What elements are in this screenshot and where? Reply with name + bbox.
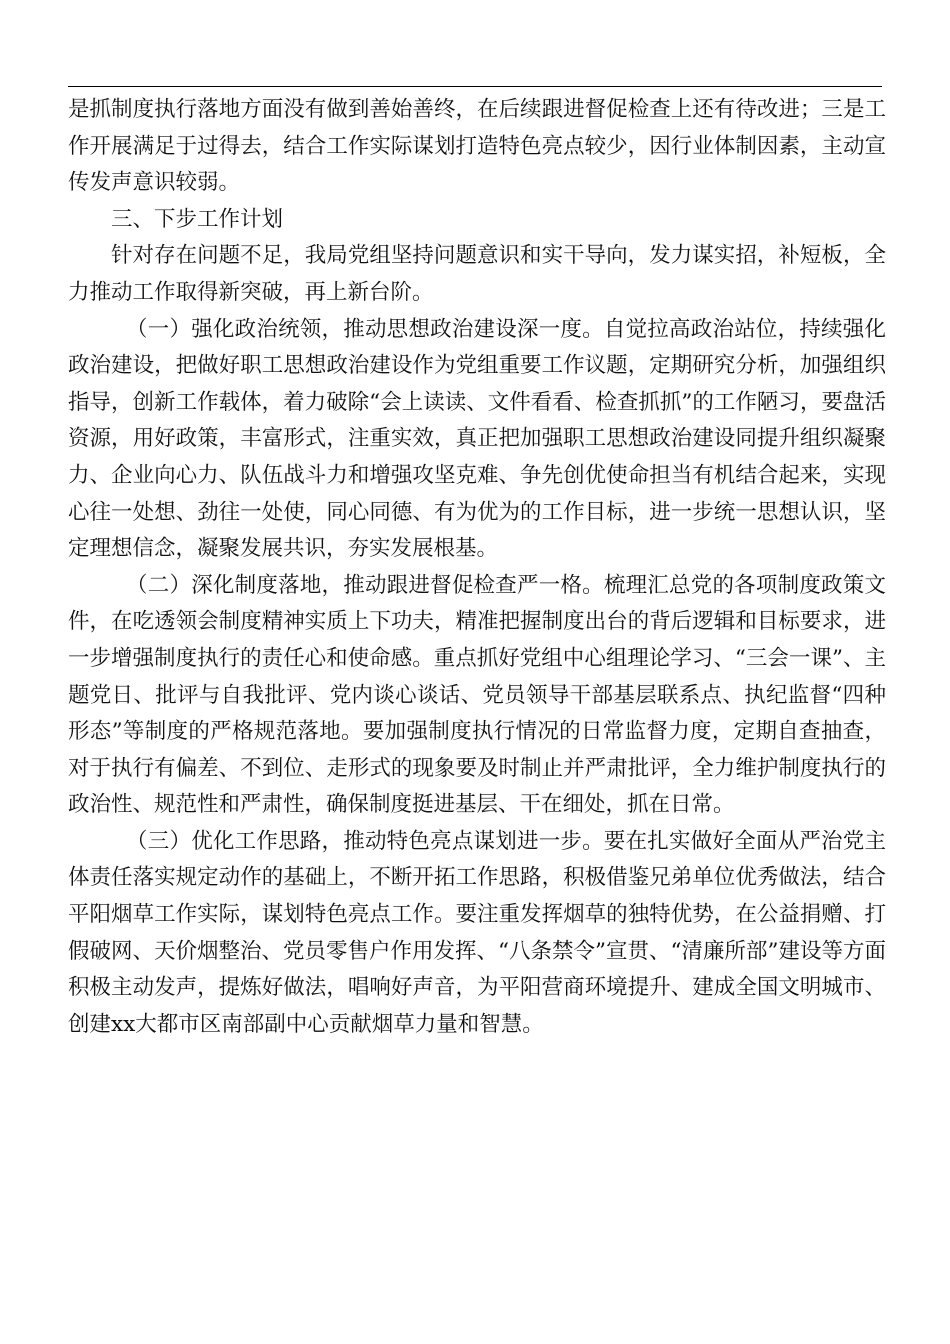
paragraph-item-3: （三）优化工作思路，推动特色亮点谋划进一步。要在扎实做好全面从严治党主体责任落实规定动作的基础上，不断开拓工作思路，积极借鉴兄弟单位优秀做法，结合平阳烟草工作实际，谋划特色亮点工作。要注重发挥烟草的独特优势，在公益捐赠、打假破网、天价烟整治、党员零售户作用发挥、“八条禁令”宣贯、“清廉所部”建设等方面积极主动发声，提炼好做法，唱响好声音，为平阳营商环境提升、建成全国文明城市、创建xx大都市区南部副中心贡献烟草力量和智慧。	[68, 828, 886, 1037]
document-body	[68, 92, 886, 1043]
paragraph-intro: 针对存在问题不足，我局党组坚持问题意识和实干导向，发力谋实招，补短板，全力推动工作取得新突破，再上新台阶。	[68, 243, 886, 305]
paragraph-item-1: （一）强化政治统领，推动思想政治建设深一度。自觉拉高政治站位，持续强化政治建设，把做好职工思想政治建设作为党组重要工作议题，定期研究分析，加强组织指导，创新工作载体，着力破除“会上读读、文件看看、检查抓抓”的工作陋习，要盘活资源，用好政策，丰富形式，注重实效，真正把加强职工思想政治建设同提升组织凝聚力、企业向心力、队伍战斗力和增强攻坚克难、争先创优使命担当有机结合起来，实现心往一处想、劲往一处使，同心同德、有为优为的工作目标，进一步统一思想认识，坚定理想信念，凝聚发展共识，夯实发展根基。	[68, 316, 886, 562]
section-heading-next-steps: 三、下步工作计划	[111, 206, 284, 232]
header-rule	[68, 86, 882, 87]
paragraph-item-2: （二）深化制度落地，推动跟进督促检查严一格。梳理汇总党的各项制度政策文件，在吃透领会制度精神实质上下功夫，精准把握制度出台的背后逻辑和目标要求，进一步增强制度执行的责任心和使命感。重点抓好党组中心组理论学习、“三会一课”、主题党日、批评与自我批评、党内谈心谈话、党员领导干部基层联系点、执纪监督“四种形态”等制度的严格规范落地。要加强制度执行情况的日常监督力度，定期自查抽查，对于执行有偏差、不到位、走形式的现象要及时制止并严肃批评，全力维护制度执行的政治性、规范性和严肃性，确保制度挺进基层、干在细处，抓在日常。	[68, 572, 886, 818]
paragraph-continuation: 是抓制度执行落地方面没有做到善始善终，在后续跟进督促检查上还有待改进；三是工作开展满足于过得去，结合工作实际谋划打造特色亮点较少，因行业体制因素，主动宣传发声意识较弱。	[68, 97, 886, 196]
